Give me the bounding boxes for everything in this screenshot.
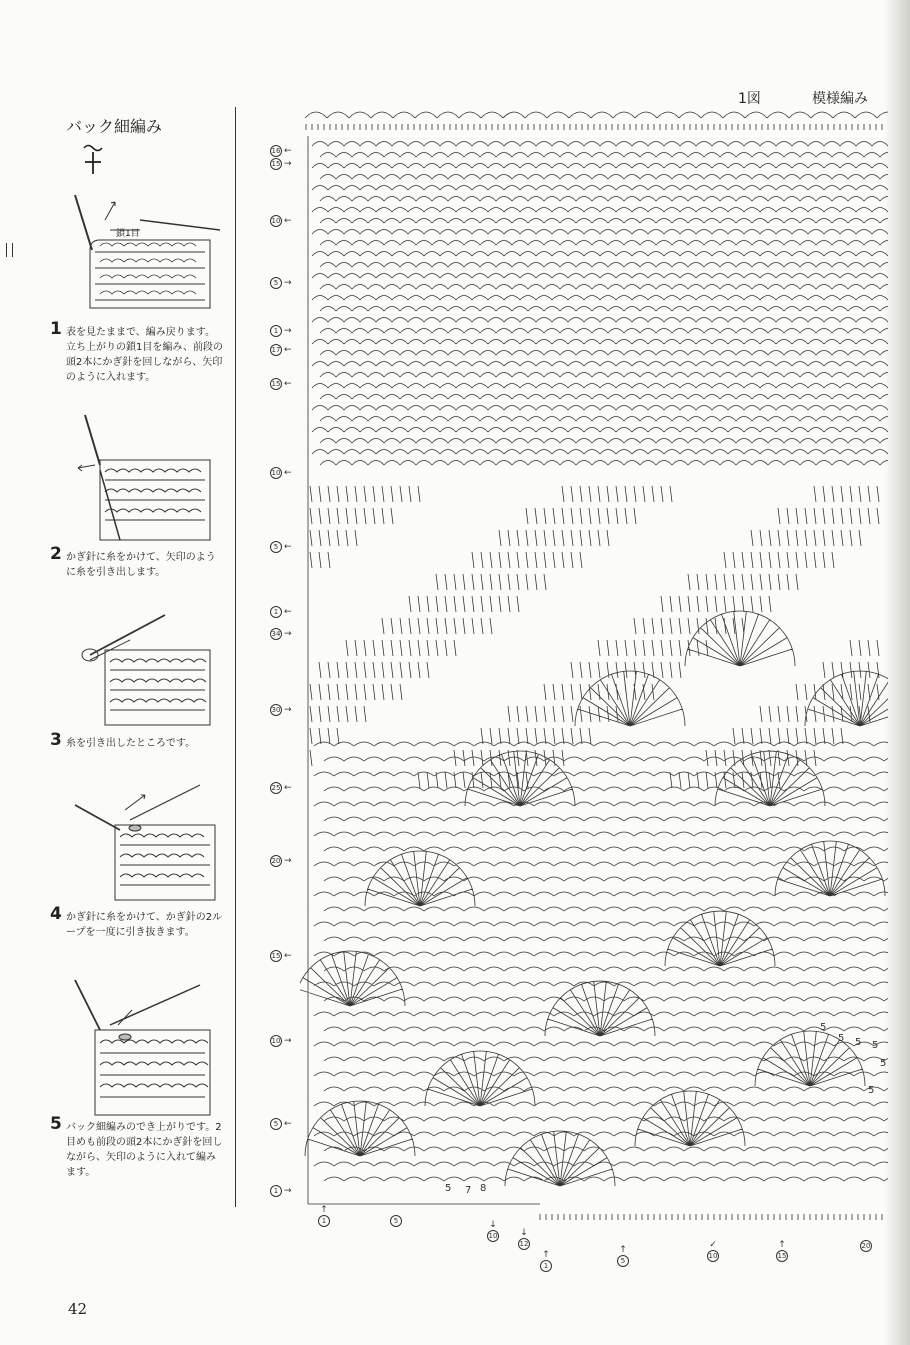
- stitch-count: 8: [480, 1183, 487, 1194]
- step-1-illustration: [70, 190, 220, 315]
- stitch-label: [318, 1205, 330, 1227]
- step-5-text: バック細編みのでき上がりです。2目めも前段の頭2本にかぎ針を回しながら、矢印のように入れて編みます。: [66, 1122, 223, 1178]
- row-label: [270, 1035, 292, 1047]
- row-number: 15: [271, 160, 281, 168]
- row-label: [270, 1118, 292, 1130]
- row-direction-arrow-icon: →: [284, 705, 292, 715]
- step-4-text: かぎ針に糸をかけて、かぎ針の2ループを一度に引き抜きます。: [66, 912, 223, 938]
- row-direction-arrow-icon: →: [284, 159, 292, 169]
- row-number: 34: [271, 630, 281, 638]
- stitch-number: 5: [617, 1255, 629, 1267]
- row-direction-arrow-icon: ←: [284, 783, 292, 793]
- row-label: [270, 467, 292, 479]
- row-direction-arrow-icon: ←: [284, 345, 292, 355]
- stitch-direction-arrow-icon: ↑: [778, 1240, 786, 1250]
- step-4-illustration: [70, 780, 220, 905]
- row-label: [270, 1185, 292, 1197]
- row-number: 17: [271, 346, 281, 354]
- row-direction-arrow-icon: →: [284, 278, 292, 288]
- row-label: [270, 215, 292, 227]
- stitch-direction-arrow-icon: ✓: [709, 1240, 717, 1250]
- column-divider: [235, 107, 236, 1207]
- step-1-number: 1: [50, 319, 62, 339]
- figure-title: 模様編み: [812, 91, 868, 107]
- step-2-text: かぎ針に糸をかけて、矢印のように糸を引き出します。: [66, 552, 216, 578]
- row-number: 1: [270, 606, 282, 618]
- row-number: 15: [271, 380, 281, 388]
- row-number: 20: [271, 857, 281, 865]
- stitch-number: 10: [708, 1252, 718, 1260]
- stitch-label: [487, 1220, 499, 1242]
- row-direction-arrow-icon: ←: [284, 607, 292, 617]
- row-label: [270, 378, 292, 390]
- row-number: 16: [271, 147, 281, 155]
- stitch-label: [860, 1240, 872, 1252]
- row-direction-arrow-icon: ←: [284, 542, 292, 552]
- row-number: 5: [270, 277, 282, 289]
- row-number: 10: [271, 1037, 281, 1045]
- row-number: 10: [271, 469, 281, 477]
- stitch-label: [707, 1240, 719, 1262]
- step-2-number: 2: [50, 544, 62, 564]
- row-direction-arrow-icon: ←: [284, 216, 292, 226]
- row-number: 10: [271, 217, 281, 225]
- row-direction-arrow-icon: ←: [284, 1119, 292, 1129]
- row-direction-arrow-icon: ←: [284, 468, 292, 478]
- row-number: 1: [270, 1185, 282, 1197]
- row-direction-arrow-icon: ←: [284, 146, 292, 156]
- stitch-label: [776, 1240, 788, 1262]
- row-direction-arrow-icon: ←: [284, 379, 292, 389]
- stitch-number: 5: [390, 1215, 402, 1227]
- row-direction-arrow-icon: →: [284, 326, 292, 336]
- row-label: [270, 145, 292, 157]
- step-5-number: 5: [50, 1114, 62, 1134]
- step-3-illustration: [70, 610, 220, 730]
- row-direction-arrow-icon: →: [284, 1036, 292, 1046]
- step-3-text: 糸を引き出したところです。: [66, 738, 196, 749]
- step-3-number: 3: [50, 730, 62, 750]
- step-3: [50, 730, 220, 754]
- stitch-label: [617, 1245, 629, 1267]
- step-1-callout: 鎖1目: [116, 229, 140, 239]
- stitch-label: [540, 1250, 552, 1272]
- back-single-crochet-symbol-icon: [80, 142, 106, 176]
- stitch-direction-arrow-icon: ↑: [619, 1245, 627, 1255]
- row-direction-arrow-icon: →: [284, 856, 292, 866]
- stitch-number: 20: [861, 1242, 871, 1250]
- step-2: [50, 544, 220, 584]
- row-direction-arrow-icon: →: [284, 629, 292, 639]
- lace-stitch-pattern: [300, 112, 888, 1220]
- stitch-count: 5: [820, 1022, 827, 1033]
- row-number: 1: [270, 325, 282, 337]
- stitch-label: [390, 1215, 402, 1227]
- step-1: [50, 319, 223, 385]
- stitch-number: 15: [777, 1252, 787, 1260]
- stitch-count: 5: [445, 1183, 452, 1194]
- row-label: [270, 541, 292, 553]
- section-title: バック細編み: [66, 117, 163, 136]
- stitch-direction-arrow-icon: ↓: [520, 1228, 528, 1238]
- row-label: [270, 704, 292, 716]
- stitch-count: 5: [838, 1033, 845, 1044]
- page-number: 42: [68, 1300, 88, 1318]
- stitch-count: 5: [872, 1040, 879, 1051]
- stitch-direction-arrow-icon: ↓: [489, 1220, 497, 1230]
- figure-number: 1図: [738, 91, 761, 107]
- row-label: [270, 855, 292, 867]
- row-direction-arrow-icon: →: [284, 1186, 292, 1196]
- row-number: 25: [271, 784, 281, 792]
- row-label: [270, 158, 292, 170]
- stitch-number: 12: [519, 1240, 529, 1248]
- row-label: [270, 606, 292, 618]
- row-direction-arrow-icon: ←: [284, 951, 292, 961]
- row-label: [270, 950, 292, 962]
- step-5: [50, 1114, 223, 1180]
- row-number: 15: [271, 952, 281, 960]
- step-2-illustration: [70, 410, 220, 545]
- stitch-count: 5: [880, 1058, 887, 1069]
- row-number: 5: [270, 1118, 282, 1130]
- stitch-direction-arrow-icon: ↑: [542, 1250, 550, 1260]
- stitch-label: [518, 1228, 530, 1250]
- margin-mark: [6, 243, 13, 257]
- row-label: [270, 277, 292, 289]
- stitch-direction-arrow-icon: ↑: [320, 1205, 328, 1215]
- step-1-text: 表を見たままで、編み戻ります。立ち上がりの鎖1目を編み、前段の頭2本にかぎ針を回しながら、矢印のように入れます。: [66, 327, 223, 383]
- stitch-number: 10: [488, 1232, 498, 1240]
- stitch-number: 1: [540, 1260, 552, 1272]
- stitch-count: 5: [868, 1085, 875, 1096]
- row-label: [270, 344, 292, 356]
- step-5-illustration: [70, 975, 220, 1120]
- crochet-chart-diagram: [300, 106, 888, 1231]
- row-label: [270, 325, 292, 337]
- row-label: [270, 782, 292, 794]
- row-number: 5: [270, 541, 282, 553]
- step-4: [50, 904, 223, 944]
- row-number: 30: [271, 706, 281, 714]
- stitch-count: 7: [465, 1185, 472, 1196]
- row-label: [270, 628, 292, 640]
- stitch-count: 5: [855, 1037, 862, 1048]
- stitch-number: 1: [318, 1215, 330, 1227]
- step-4-number: 4: [50, 904, 62, 924]
